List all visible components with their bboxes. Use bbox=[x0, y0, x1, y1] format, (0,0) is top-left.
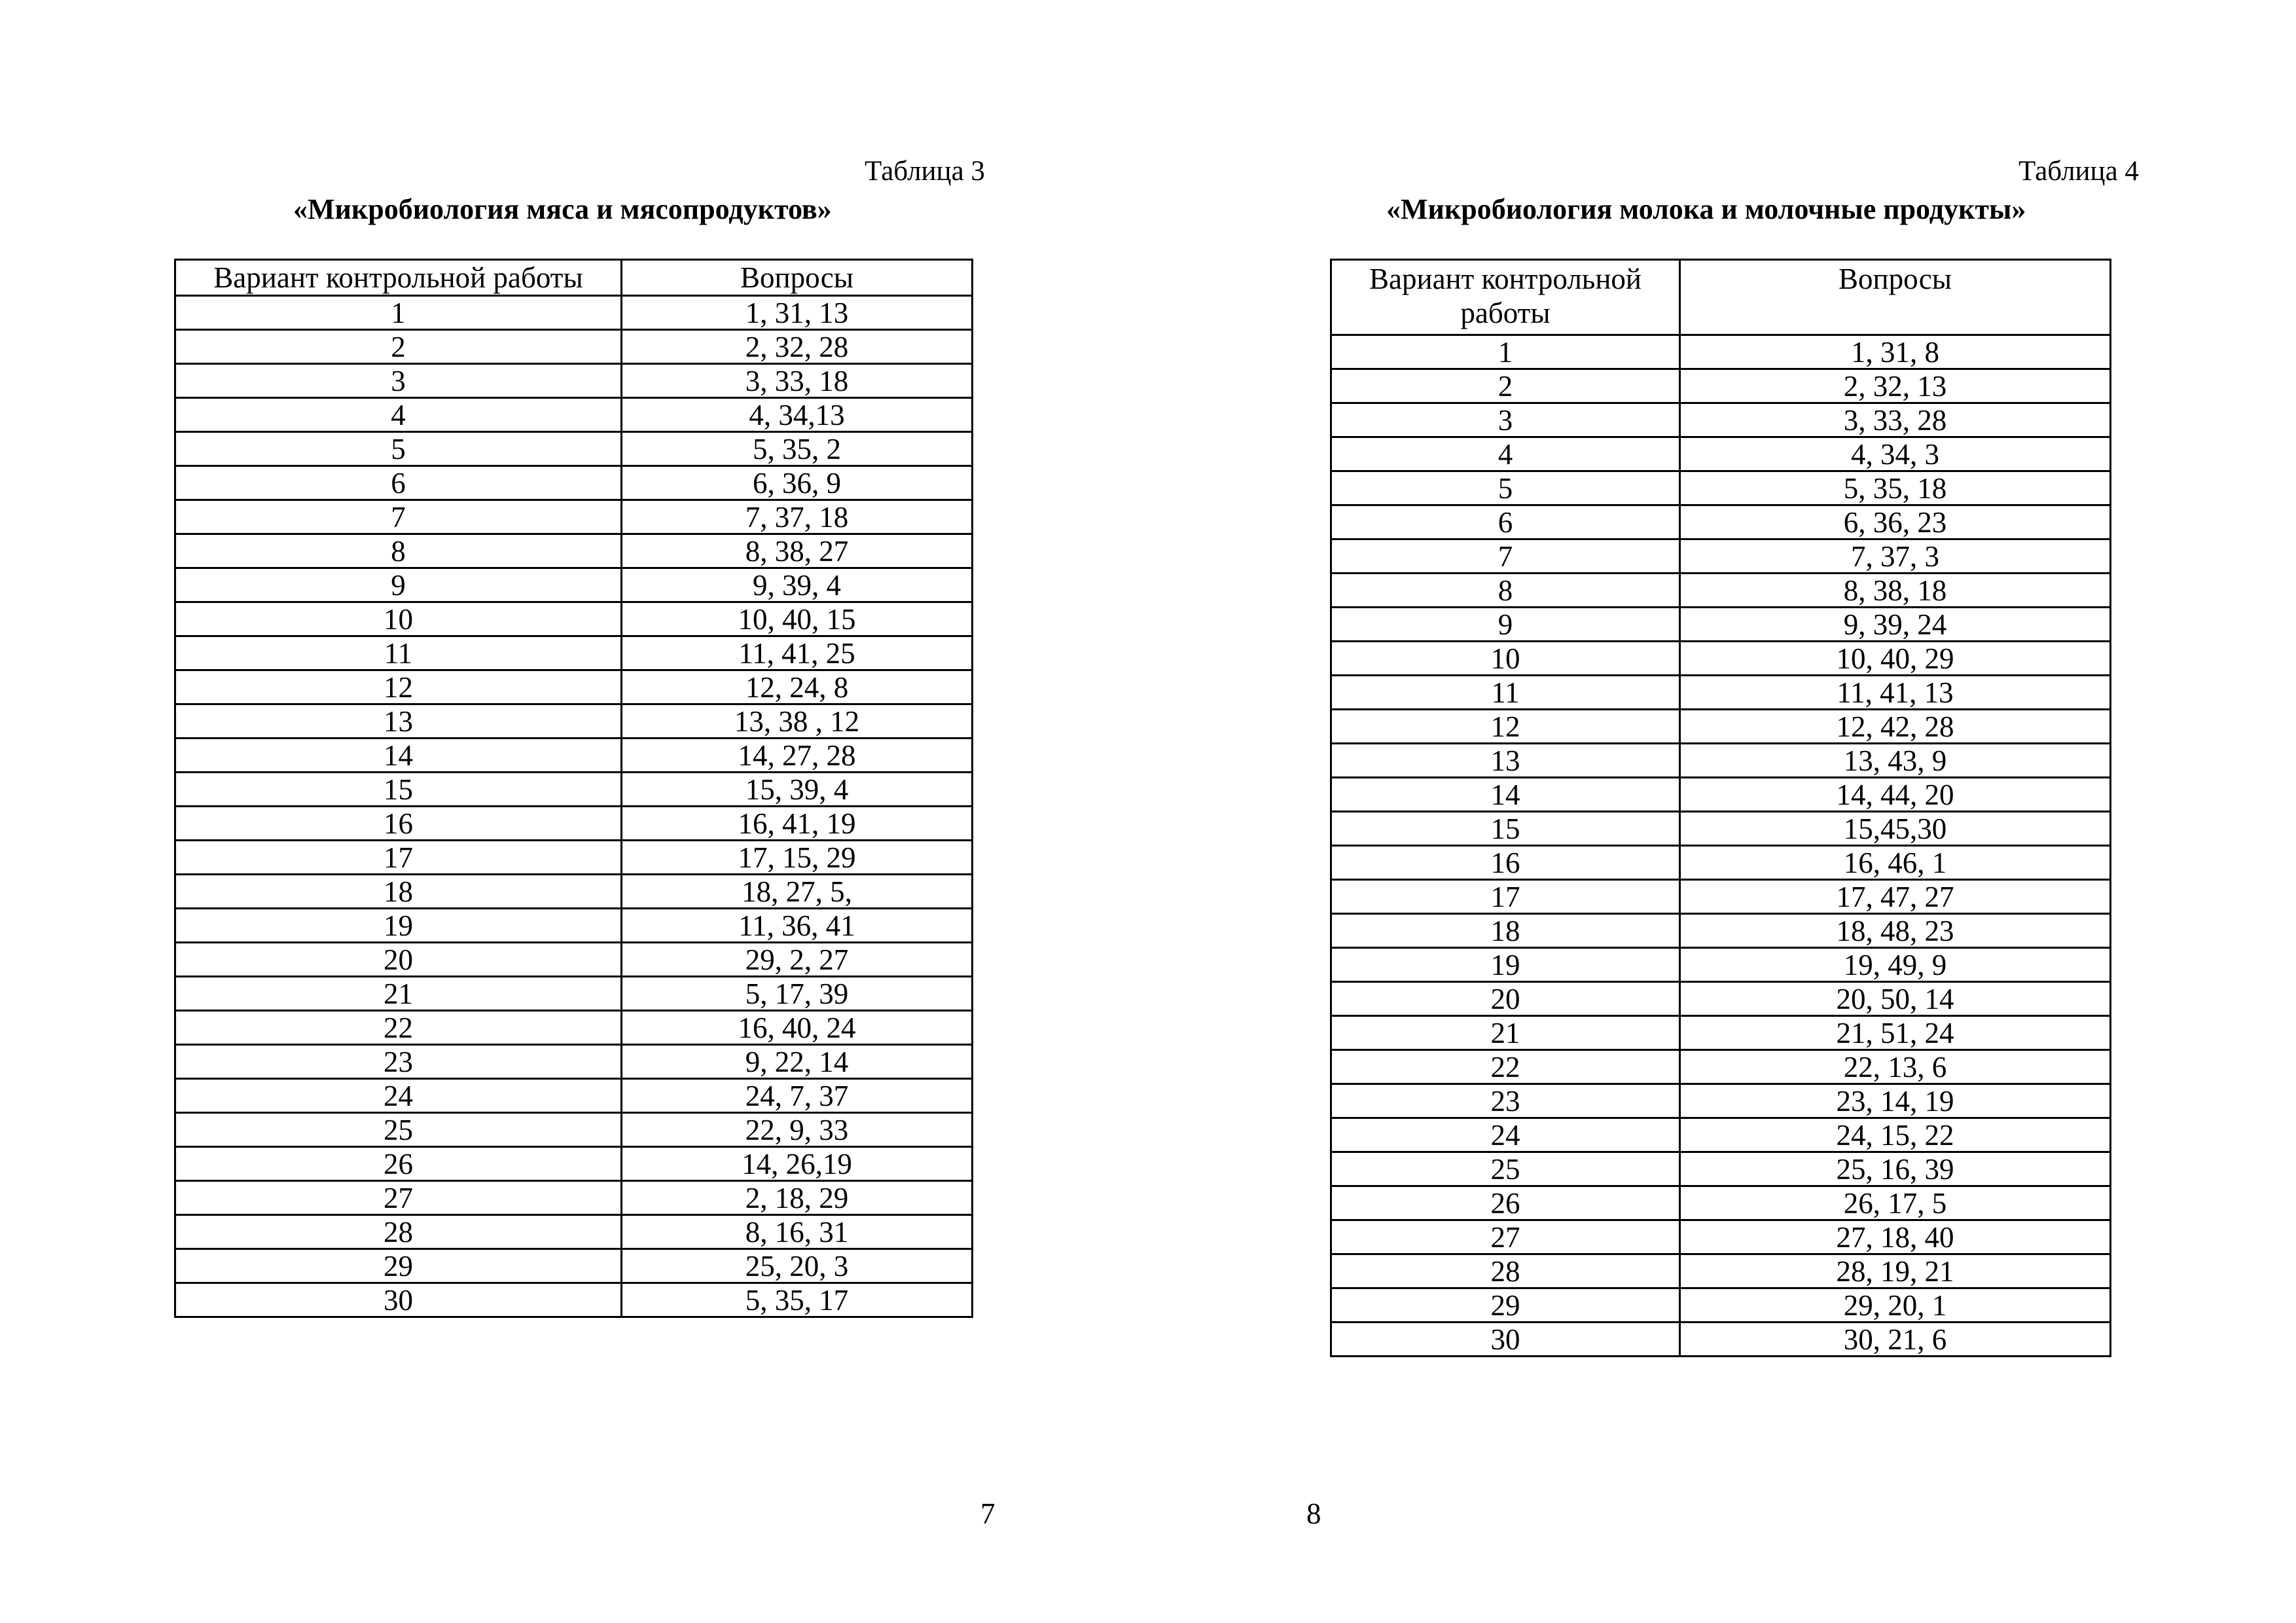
table-row bbox=[1331, 403, 2111, 437]
variant-cell: 9 bbox=[175, 568, 622, 602]
variant-cell: 10 bbox=[175, 602, 622, 636]
variant-cell: 13 bbox=[1331, 744, 1680, 778]
variant-cell: 12 bbox=[175, 670, 622, 704]
questions-cell: 19, 49, 9 bbox=[1680, 948, 2111, 982]
table-row bbox=[1331, 778, 2111, 812]
table-row bbox=[175, 841, 973, 875]
variant-cell: 7 bbox=[1331, 539, 1680, 574]
questions-cell: 11, 41, 13 bbox=[1680, 676, 2111, 710]
table-row bbox=[175, 1147, 973, 1181]
questions-cell: 13, 38 , 12 bbox=[622, 704, 973, 739]
variant-cell: 17 bbox=[175, 841, 622, 875]
table-row bbox=[175, 1079, 973, 1113]
questions-cell: 25, 16, 39 bbox=[1680, 1152, 2111, 1186]
table-row bbox=[1331, 914, 2111, 948]
table-row bbox=[1331, 1322, 2111, 1357]
variant-cell: 21 bbox=[175, 977, 622, 1011]
variant-cell: 20 bbox=[1331, 982, 1680, 1016]
table-row bbox=[1331, 1016, 2111, 1050]
questions-cell: 6, 36, 9 bbox=[622, 466, 973, 500]
table-row bbox=[175, 636, 973, 670]
table-row bbox=[1331, 1152, 2111, 1186]
column-header-questions: Вопросы bbox=[1680, 260, 2111, 335]
variant-cell: 19 bbox=[175, 909, 622, 943]
variant-cell: 27 bbox=[1331, 1220, 1680, 1254]
table-row bbox=[175, 1249, 973, 1283]
questions-cell: 11, 36, 41 bbox=[622, 909, 973, 943]
questions-cell: 12, 24, 8 bbox=[622, 670, 973, 704]
table-row bbox=[1331, 982, 2111, 1016]
variant-cell: 3 bbox=[1331, 403, 1680, 437]
table-row bbox=[1331, 574, 2111, 608]
table-row bbox=[1331, 1220, 2111, 1254]
table-row bbox=[1331, 335, 2111, 369]
table-label: Таблица 3 bbox=[865, 156, 985, 187]
table-row bbox=[175, 704, 973, 739]
questions-cell: 22, 13, 6 bbox=[1680, 1050, 2111, 1084]
questions-cell: 27, 18, 40 bbox=[1680, 1220, 2111, 1254]
table-row bbox=[175, 807, 973, 841]
variant-cell: 2 bbox=[1331, 369, 1680, 403]
variant-cell: 14 bbox=[175, 739, 622, 773]
questions-cell: 6, 36, 23 bbox=[1680, 505, 2111, 539]
questions-cell: 15, 39, 4 bbox=[622, 773, 973, 807]
questions-cell: 2, 32, 28 bbox=[622, 330, 973, 364]
table-row bbox=[1331, 676, 2111, 710]
variant-cell: 14 bbox=[1331, 778, 1680, 812]
table-row bbox=[1331, 369, 2111, 403]
questions-cell: 14, 27, 28 bbox=[622, 739, 973, 773]
variant-cell: 10 bbox=[1331, 642, 1680, 676]
table-row bbox=[175, 1215, 973, 1249]
variant-cell: 29 bbox=[175, 1249, 622, 1283]
table-row bbox=[175, 909, 973, 943]
variant-cell: 16 bbox=[1331, 846, 1680, 880]
variant-cell: 11 bbox=[175, 636, 622, 670]
table-row bbox=[175, 670, 973, 704]
page-number: 8 bbox=[1306, 1497, 1321, 1530]
questions-cell: 1, 31, 13 bbox=[622, 296, 973, 330]
table-row bbox=[1331, 608, 2111, 642]
table-row bbox=[175, 500, 973, 534]
questions-cell: 10, 40, 15 bbox=[622, 602, 973, 636]
variant-cell: 4 bbox=[175, 398, 622, 432]
variant-cell: 28 bbox=[175, 1215, 622, 1249]
table-row bbox=[175, 773, 973, 807]
table-row bbox=[1331, 880, 2111, 914]
table-row bbox=[1331, 1254, 2111, 1288]
right-page bbox=[1148, 0, 2296, 1623]
column-header-variant: Вариант контрольной работы bbox=[175, 260, 622, 296]
variant-cell: 28 bbox=[1331, 1254, 1680, 1288]
variant-cell: 22 bbox=[1331, 1050, 1680, 1084]
questions-cell: 29, 20, 1 bbox=[1680, 1288, 2111, 1322]
questions-cell: 9, 39, 4 bbox=[622, 568, 973, 602]
table-row bbox=[1331, 1084, 2111, 1118]
questions-cell: 13, 43, 9 bbox=[1680, 744, 2111, 778]
questions-cell: 23, 14, 19 bbox=[1680, 1084, 2111, 1118]
column-header-questions: Вопросы bbox=[622, 260, 973, 296]
table-row bbox=[175, 466, 973, 500]
table-row bbox=[175, 943, 973, 977]
variant-cell: 27 bbox=[175, 1181, 622, 1215]
table-row bbox=[175, 1283, 973, 1317]
variants-table bbox=[174, 259, 973, 1318]
questions-cell: 8, 38, 18 bbox=[1680, 574, 2111, 608]
questions-cell: 4, 34, 3 bbox=[1680, 437, 2111, 471]
variant-cell: 12 bbox=[1331, 710, 1680, 744]
page-number: 7 bbox=[980, 1497, 996, 1530]
variant-cell: 25 bbox=[1331, 1152, 1680, 1186]
variant-cell: 6 bbox=[1331, 505, 1680, 539]
questions-cell: 11, 41, 25 bbox=[622, 636, 973, 670]
table-row bbox=[1331, 539, 2111, 574]
variant-cell: 26 bbox=[1331, 1186, 1680, 1220]
variant-cell: 20 bbox=[175, 943, 622, 977]
questions-cell: 7, 37, 18 bbox=[622, 500, 973, 534]
questions-cell: 8, 38, 27 bbox=[622, 534, 973, 568]
table-row bbox=[1331, 437, 2111, 471]
table-row bbox=[1331, 812, 2111, 846]
questions-cell: 5, 35, 18 bbox=[1680, 471, 2111, 505]
questions-cell: 20, 50, 14 bbox=[1680, 982, 2111, 1016]
questions-cell: 3, 33, 28 bbox=[1680, 403, 2111, 437]
questions-cell: 17, 15, 29 bbox=[622, 841, 973, 875]
table-row bbox=[1331, 471, 2111, 505]
questions-cell: 16, 40, 24 bbox=[622, 1011, 973, 1045]
variant-cell: 15 bbox=[1331, 812, 1680, 846]
questions-cell: 9, 39, 24 bbox=[1680, 608, 2111, 642]
table-row bbox=[175, 1181, 973, 1215]
questions-cell: 8, 16, 31 bbox=[622, 1215, 973, 1249]
variant-cell: 23 bbox=[175, 1045, 622, 1079]
variant-cell: 8 bbox=[1331, 574, 1680, 608]
questions-cell: 18, 27, 5, bbox=[622, 875, 973, 909]
table-row bbox=[175, 875, 973, 909]
variant-cell: 11 bbox=[1331, 676, 1680, 710]
table-row bbox=[175, 432, 973, 466]
questions-cell: 16, 41, 19 bbox=[622, 807, 973, 841]
variant-cell: 8 bbox=[175, 534, 622, 568]
variant-cell: 24 bbox=[1331, 1118, 1680, 1152]
questions-cell: 18, 48, 23 bbox=[1680, 914, 2111, 948]
questions-cell: 30, 21, 6 bbox=[1680, 1322, 2111, 1357]
questions-cell: 28, 19, 21 bbox=[1680, 1254, 2111, 1288]
variant-cell: 25 bbox=[175, 1113, 622, 1147]
variant-cell: 29 bbox=[1331, 1288, 1680, 1322]
table-row bbox=[175, 1113, 973, 1147]
questions-cell: 17, 47, 27 bbox=[1680, 880, 2111, 914]
table-row bbox=[175, 977, 973, 1011]
questions-cell: 21, 51, 24 bbox=[1680, 1016, 2111, 1050]
table-row bbox=[175, 296, 973, 330]
table-row bbox=[1331, 1118, 2111, 1152]
table-row bbox=[175, 534, 973, 568]
variant-cell: 16 bbox=[175, 807, 622, 841]
questions-cell: 12, 42, 28 bbox=[1680, 710, 2111, 744]
variant-cell: 9 bbox=[1331, 608, 1680, 642]
table-title: «Микробиология молока и молочные продукты» bbox=[1386, 193, 2026, 225]
table-row bbox=[175, 1045, 973, 1079]
questions-cell: 7, 37, 3 bbox=[1680, 539, 2111, 574]
questions-cell: 10, 40, 29 bbox=[1680, 642, 2111, 676]
table-row bbox=[1331, 948, 2111, 982]
variant-cell: 5 bbox=[1331, 471, 1680, 505]
questions-cell: 5, 35, 17 bbox=[622, 1283, 973, 1317]
questions-cell: 24, 7, 37 bbox=[622, 1079, 973, 1113]
variant-cell: 1 bbox=[1331, 335, 1680, 369]
variant-cell: 13 bbox=[175, 704, 622, 739]
table-row bbox=[175, 330, 973, 364]
variants-table bbox=[1330, 259, 2111, 1357]
table-label: Таблица 4 bbox=[2018, 156, 2139, 187]
table-row bbox=[1331, 505, 2111, 539]
table-row bbox=[1331, 846, 2111, 880]
variant-cell: 30 bbox=[175, 1283, 622, 1317]
variant-cell: 7 bbox=[175, 500, 622, 534]
variant-cell: 26 bbox=[175, 1147, 622, 1181]
questions-cell: 14, 26,19 bbox=[622, 1147, 973, 1181]
questions-cell: 24, 15, 22 bbox=[1680, 1118, 2111, 1152]
questions-cell: 3, 33, 18 bbox=[622, 364, 973, 398]
variant-cell: 17 bbox=[1331, 880, 1680, 914]
questions-cell: 22, 9, 33 bbox=[622, 1113, 973, 1147]
questions-cell: 14, 44, 20 bbox=[1680, 778, 2111, 812]
table-row bbox=[175, 568, 973, 602]
variant-cell: 19 bbox=[1331, 948, 1680, 982]
table-header-row bbox=[1331, 260, 2111, 335]
questions-cell: 2, 18, 29 bbox=[622, 1181, 973, 1215]
column-header-variant: Вариант контрольной работы bbox=[1331, 260, 1680, 335]
variant-cell: 6 bbox=[175, 466, 622, 500]
questions-cell: 16, 46, 1 bbox=[1680, 846, 2111, 880]
questions-cell: 29, 2, 27 bbox=[622, 943, 973, 977]
variant-cell: 18 bbox=[1331, 914, 1680, 948]
table-row bbox=[175, 739, 973, 773]
questions-cell: 2, 32, 13 bbox=[1680, 369, 2111, 403]
table-row bbox=[1331, 642, 2111, 676]
variant-cell: 21 bbox=[1331, 1016, 1680, 1050]
table-row bbox=[1331, 744, 2111, 778]
variant-cell: 23 bbox=[1331, 1084, 1680, 1118]
variant-cell: 1 bbox=[175, 296, 622, 330]
questions-cell: 25, 20, 3 bbox=[622, 1249, 973, 1283]
table-row bbox=[175, 602, 973, 636]
table-row bbox=[1331, 1186, 2111, 1220]
table-row bbox=[175, 398, 973, 432]
table-title: «Микробиология мяса и мясопродуктов» bbox=[293, 193, 832, 225]
questions-cell: 1, 31, 8 bbox=[1680, 335, 2111, 369]
table-row bbox=[1331, 1050, 2111, 1084]
table-row bbox=[1331, 710, 2111, 744]
table-row bbox=[1331, 1288, 2111, 1322]
questions-cell: 5, 17, 39 bbox=[622, 977, 973, 1011]
variant-cell: 15 bbox=[175, 773, 622, 807]
questions-cell: 4, 34,13 bbox=[622, 398, 973, 432]
variant-cell: 3 bbox=[175, 364, 622, 398]
table-row bbox=[175, 364, 973, 398]
variant-cell: 30 bbox=[1331, 1322, 1680, 1357]
table-row bbox=[175, 1011, 973, 1045]
variant-cell: 5 bbox=[175, 432, 622, 466]
variant-cell: 4 bbox=[1331, 437, 1680, 471]
variant-cell: 22 bbox=[175, 1011, 622, 1045]
questions-cell: 9, 22, 14 bbox=[622, 1045, 973, 1079]
variant-cell: 18 bbox=[175, 875, 622, 909]
table-header-row bbox=[175, 260, 973, 296]
questions-cell: 5, 35, 2 bbox=[622, 432, 973, 466]
questions-cell: 26, 17, 5 bbox=[1680, 1186, 2111, 1220]
variant-cell: 24 bbox=[175, 1079, 622, 1113]
questions-cell: 15,45,30 bbox=[1680, 812, 2111, 846]
variant-cell: 2 bbox=[175, 330, 622, 364]
